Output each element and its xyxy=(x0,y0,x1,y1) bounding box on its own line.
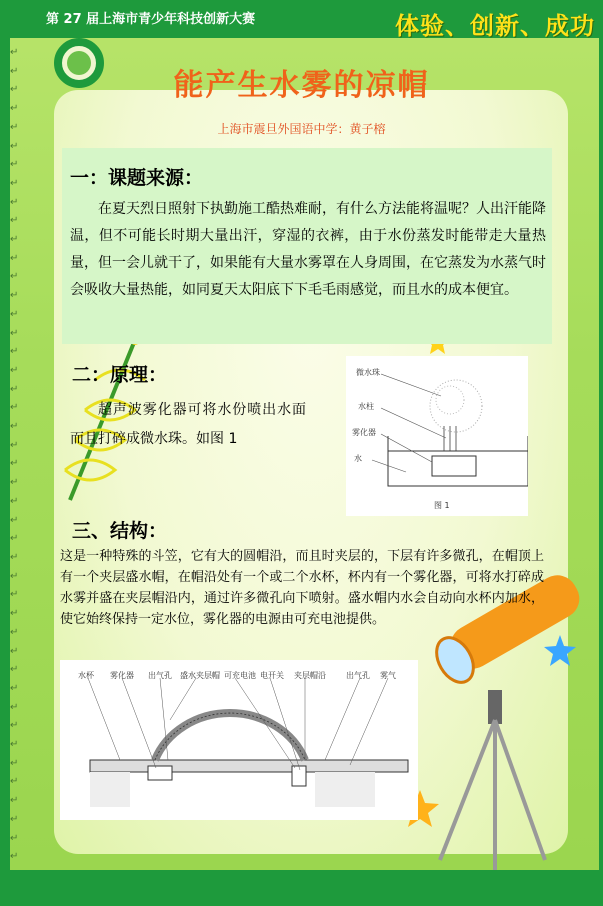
figure-2-label: 盛水夹层帽 xyxy=(180,671,220,680)
figure-2-label: 雾化器 xyxy=(110,671,134,680)
figure-2-label: 电开关 xyxy=(260,671,284,680)
figure-1-label-mist: 微水珠 xyxy=(356,368,380,377)
principle-heading: 二：原理： xyxy=(72,364,168,386)
figure-2-label: 水杯 xyxy=(78,671,94,680)
figure-1 xyxy=(346,356,528,516)
poster-title: 能产生水雾的凉帽 xyxy=(173,68,430,103)
figure-2-label: 出气孔 xyxy=(148,671,172,680)
figure-2-label: 出气孔 xyxy=(346,671,370,680)
author-line: 上海市震旦外国语中学：黄子榕 xyxy=(217,122,386,136)
star-decoration xyxy=(544,635,576,666)
structure-heading: 三、结构： xyxy=(72,520,168,542)
figure-1-label-column: 水柱 xyxy=(358,402,374,411)
slogan: 体验、创新、成功 xyxy=(395,11,595,40)
figure-2-label: 可充电池 xyxy=(224,671,256,680)
structure-body: 这是一种特殊的斗笠，它有大的圆帽沿，而且时夹层的，下层有许多微孔，在帽顶上有一个夹层盛水帽，在帽沿处有一个或二个水杯，杯内有一个雾化器，可将水打碎成水雾并盛在夹层帽沿内，通过许多微孔向下喷射。盛水帽内水会自动向水杯内加水，使它始终保持一定水位，雾化器的电源由可充电池提供。 xyxy=(60,549,544,627)
figure-2-drawing xyxy=(60,660,418,820)
figure-2-label: 夹层帽沿 xyxy=(294,671,326,680)
source-body: 在夏天烈日照射下执勤施工酷热难耐，有什么方法能将温呢？人出汗能降温，但不可能长时期大量出汗，穿湿的衣裤，由于水份蒸发时能带走大量热量，但一会儿就干了，如果能有大量水雾罩在人身周围，在它蒸发为水蒸气时会吸收大量热能，如同夏天太阳底下下毛毛雨感觉，而且水的成本便宜。 xyxy=(70,201,546,298)
figure-2 xyxy=(60,660,418,820)
paragraph-marks-column: ↵ ↵ ↵ ↵ ↵ ↵ ↵ ↵ ↵ ↵ ↵ ↵ ↵ ↵ ↵ ↵ ↵ ↵ ↵ ↵ ↵ ↵ ↵ ↵ ↵ ↵ ↵ ↵ ↵ ↵ ↵ ↵ ↵ ↵ ↵ ↵ ↵ ↵ ↵ ↵ ↵ ↵ ↵ ↵ xyxy=(10,47,19,863)
principle-body: 超声波雾化器可将水份喷出水面而且打碎成微水珠。如图 1 xyxy=(70,402,306,447)
source-heading: 一：课题来源： xyxy=(70,167,204,189)
competition-title: 第 27 届上海市青少年科技创新大赛 xyxy=(46,12,256,27)
figure-2-label: 雾气 xyxy=(380,671,396,680)
figure-1-caption: 图 1 xyxy=(434,501,450,510)
figure-1-label-atomizer: 雾化器 xyxy=(352,428,376,437)
figure-1-label-water: 水 xyxy=(354,454,362,463)
